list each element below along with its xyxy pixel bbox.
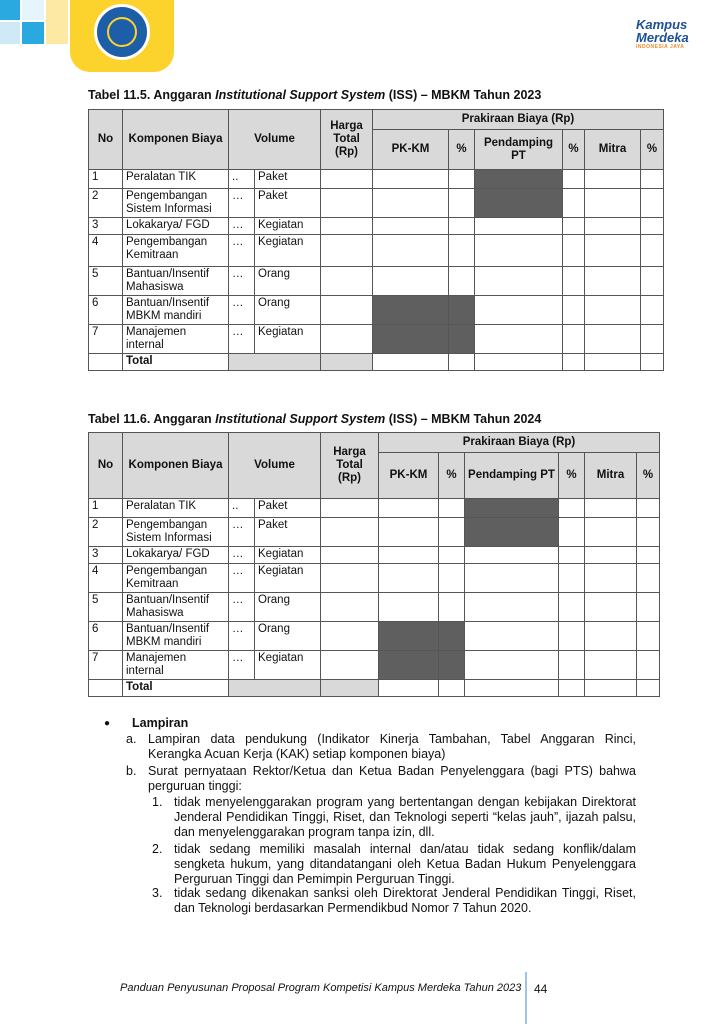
cell-pendamping-percent bbox=[559, 593, 585, 622]
cell-mitra bbox=[585, 593, 637, 622]
cell-harga bbox=[321, 296, 373, 325]
total-volume bbox=[229, 680, 321, 697]
cell-komponen: Bantuan/Insentif Mahasiswa bbox=[123, 593, 229, 622]
cell-pendamping bbox=[475, 170, 563, 189]
cell-unit: Orang bbox=[255, 622, 321, 651]
cell-pendamping bbox=[465, 547, 559, 564]
page-number: 44 bbox=[534, 982, 548, 996]
list-marker: 2. bbox=[152, 842, 163, 856]
lampiran-subitem: tidak menyelenggarakan program yang bertentangan dengan kebijakan Direktorat Jenderal Pendidikan Tinggi, Riset, dan Teknologi seperti “kelas jauh”, ijazah palsu, dan menyelenggarakan program tanpa izin, dll. bbox=[174, 795, 636, 839]
cell-qty: … bbox=[229, 593, 255, 622]
header-percent: % bbox=[449, 130, 475, 170]
cell-pkkm-percent bbox=[439, 518, 465, 547]
header-decoration bbox=[46, 0, 68, 44]
total-pkkm-percent bbox=[449, 354, 475, 371]
logo-line: Kampus bbox=[636, 17, 688, 32]
header-volume: Volume bbox=[229, 110, 321, 170]
cell-pendamping bbox=[475, 267, 563, 296]
cell-pendamping-percent bbox=[559, 518, 585, 547]
cell-mitra-percent bbox=[641, 170, 664, 189]
table2-caption: Tabel 11.6. Anggaran Institutional Support System (ISS) – MBKM Tahun 2024 bbox=[88, 412, 542, 426]
header-pkkm: PK-KM bbox=[373, 130, 449, 170]
cell-pendamping-percent bbox=[563, 218, 585, 235]
kampus-merdeka-logo bbox=[636, 18, 700, 52]
cell-mitra-percent bbox=[637, 518, 660, 547]
header-percent: % bbox=[641, 130, 664, 170]
cell-pkkm-percent bbox=[449, 325, 475, 354]
cell-pkkm bbox=[373, 235, 449, 267]
cell-qty: .. bbox=[229, 499, 255, 518]
cell-harga bbox=[321, 218, 373, 235]
header-percent: % bbox=[563, 130, 585, 170]
cell-no: 5 bbox=[89, 593, 123, 622]
total-pkkm bbox=[379, 680, 439, 697]
cell-harga bbox=[321, 518, 379, 547]
cell-pkkm bbox=[379, 499, 439, 518]
cell-unit: Kegiatan bbox=[255, 235, 321, 267]
cell-pendamping bbox=[475, 189, 563, 218]
cell-unit: Paket bbox=[255, 518, 321, 547]
cell-pendamping-percent bbox=[563, 170, 585, 189]
cell-pkkm bbox=[373, 267, 449, 296]
cell-harga bbox=[321, 267, 373, 296]
footer-divider bbox=[525, 972, 527, 1024]
cell-komponen: Peralatan TIK bbox=[123, 499, 229, 518]
cell-qty: … bbox=[229, 547, 255, 564]
cell-mitra bbox=[585, 564, 637, 593]
total-row bbox=[89, 354, 664, 371]
cell-pkkm-percent bbox=[439, 593, 465, 622]
table-row bbox=[89, 499, 660, 518]
cell-mitra bbox=[585, 651, 637, 680]
cell-mitra bbox=[585, 547, 637, 564]
cell-pendamping bbox=[475, 325, 563, 354]
cell-pendamping-percent bbox=[563, 296, 585, 325]
table-row bbox=[89, 518, 660, 547]
table-row bbox=[89, 296, 664, 325]
cell-mitra-percent bbox=[637, 547, 660, 564]
cell-no: 1 bbox=[89, 499, 123, 518]
table-row bbox=[89, 622, 660, 651]
total-mitra bbox=[585, 680, 637, 697]
cell-no: 4 bbox=[89, 235, 123, 267]
cell-harga bbox=[321, 235, 373, 267]
cell-pkkm-percent bbox=[449, 235, 475, 267]
cell-mitra bbox=[585, 622, 637, 651]
budget-table-2023 bbox=[88, 109, 664, 371]
header-percent: % bbox=[637, 453, 660, 499]
cell-pendamping bbox=[475, 235, 563, 267]
list-marker: 1. bbox=[152, 795, 163, 809]
cell-komponen: Bantuan/Insentif Mahasiswa bbox=[123, 267, 229, 296]
table-row bbox=[89, 593, 660, 622]
cell-mitra bbox=[585, 170, 641, 189]
table-row bbox=[89, 218, 664, 235]
total-mitra-percent bbox=[641, 354, 664, 371]
cell-komponen: Pengembangan Sistem Informasi bbox=[123, 518, 229, 547]
header-no: No bbox=[89, 433, 123, 499]
cell-qty: .. bbox=[229, 170, 255, 189]
table-row bbox=[89, 325, 664, 354]
cell-no: 4 bbox=[89, 564, 123, 593]
cell-komponen: Lokakarya/ FGD bbox=[123, 218, 229, 235]
cell-komponen: Bantuan/Insentif MBKM mandiri bbox=[123, 296, 229, 325]
cell-no: 7 bbox=[89, 651, 123, 680]
header-pendamping: Pendamping PT bbox=[465, 453, 559, 499]
total-mitra-percent bbox=[637, 680, 660, 697]
cell-unit: Kegiatan bbox=[255, 218, 321, 235]
header-prakiraan: Prakiraan Biaya (Rp) bbox=[379, 433, 660, 453]
table-row bbox=[89, 189, 664, 218]
header-percent: % bbox=[439, 453, 465, 499]
cell-pkkm-percent bbox=[439, 499, 465, 518]
table-row bbox=[89, 547, 660, 564]
list-marker: b. bbox=[126, 764, 137, 778]
table-row bbox=[89, 651, 660, 680]
cell-pkkm bbox=[373, 218, 449, 235]
cell-pkkm-percent bbox=[449, 296, 475, 325]
table1-caption: Tabel 11.5. Anggaran Institutional Support System (ISS) – MBKM Tahun 2023 bbox=[88, 88, 542, 102]
header-percent: % bbox=[559, 453, 585, 499]
cell-no: 6 bbox=[89, 622, 123, 651]
total-pendamping bbox=[465, 680, 559, 697]
cell-mitra-percent bbox=[641, 235, 664, 267]
cell-harga bbox=[321, 170, 373, 189]
cell-no: 2 bbox=[89, 189, 123, 218]
cell-mitra bbox=[585, 325, 641, 354]
cell-pkkm bbox=[379, 547, 439, 564]
kemdikbud-emblem-icon bbox=[94, 4, 150, 60]
cell-unit: Orang bbox=[255, 593, 321, 622]
total-volume bbox=[229, 354, 321, 371]
total-mitra bbox=[585, 354, 641, 371]
cell-unit: Paket bbox=[255, 499, 321, 518]
cell-pkkm-percent bbox=[439, 547, 465, 564]
cell-qty: … bbox=[229, 564, 255, 593]
total-pkkm bbox=[373, 354, 449, 371]
total-harga bbox=[321, 680, 379, 697]
cell-pkkm bbox=[379, 564, 439, 593]
cell-mitra bbox=[585, 189, 641, 218]
cell-komponen: Peralatan TIK bbox=[123, 170, 229, 189]
cell-pendamping bbox=[465, 518, 559, 547]
cell-pkkm bbox=[373, 296, 449, 325]
cell-harga bbox=[321, 547, 379, 564]
logo-tagline: INDONESIA JAYA bbox=[636, 44, 685, 50]
cell-harga bbox=[321, 564, 379, 593]
cell-komponen: Manajemen internal bbox=[123, 651, 229, 680]
cell-pkkm bbox=[373, 189, 449, 218]
cell-unit: Paket bbox=[255, 170, 321, 189]
cell-qty: … bbox=[229, 325, 255, 354]
cell-pendamping-percent bbox=[559, 564, 585, 593]
footer-text: Panduan Penyusunan Proposal Program Kompetisi Kampus Merdeka Tahun 2023 bbox=[120, 982, 522, 994]
cell-pendamping bbox=[465, 622, 559, 651]
total-pendamping-percent bbox=[559, 680, 585, 697]
cell-unit: Kegiatan bbox=[255, 651, 321, 680]
cell-pkkm bbox=[379, 518, 439, 547]
cell-harga bbox=[321, 593, 379, 622]
cell-mitra bbox=[585, 499, 637, 518]
total-harga bbox=[321, 354, 373, 371]
cell-no: 6 bbox=[89, 296, 123, 325]
cell-qty: … bbox=[229, 518, 255, 547]
cell-pkkm-percent bbox=[449, 218, 475, 235]
cell-pkkm-percent bbox=[439, 622, 465, 651]
cell-pkkm-percent bbox=[439, 651, 465, 680]
cell-pkkm bbox=[379, 651, 439, 680]
cell-pendamping-percent bbox=[563, 235, 585, 267]
header-komponen: Komponen Biaya bbox=[123, 110, 229, 170]
total-row bbox=[89, 680, 660, 697]
cell-mitra-percent bbox=[637, 622, 660, 651]
lampiran-subitem: tidak sedang memiliki masalah internal dan/atau tidak sedang konflik/dalam sengketa hukum, yang ditandatangani oleh Ketua Badan Hukum Penyelenggara Perguruan Tinggi dan Pemimpin Perguruan Tinggi. bbox=[174, 842, 636, 886]
header-mitra: Mitra bbox=[585, 130, 641, 170]
header-pendamping: Pendamping PT bbox=[475, 130, 563, 170]
cell-pkkm bbox=[379, 622, 439, 651]
cell-pkkm-percent bbox=[439, 564, 465, 593]
cell-harga bbox=[321, 499, 379, 518]
cell-pendamping bbox=[475, 218, 563, 235]
cell-no bbox=[89, 680, 123, 697]
lampiran-title: Lampiran bbox=[132, 716, 189, 730]
cell-mitra bbox=[585, 218, 641, 235]
header-harga: Harga Total (Rp) bbox=[321, 110, 373, 170]
cell-unit: Orang bbox=[255, 296, 321, 325]
cell-pendamping-percent bbox=[563, 189, 585, 218]
cell-no: 3 bbox=[89, 218, 123, 235]
table-row bbox=[89, 170, 664, 189]
cell-qty: … bbox=[229, 189, 255, 218]
header-decoration bbox=[0, 22, 20, 44]
cell-mitra-percent bbox=[641, 189, 664, 218]
cell-qty: … bbox=[229, 218, 255, 235]
lampiran-subitem: tidak sedang dikenakan sanksi oleh Direktorat Jenderal Pendidikan Tinggi, Riset, dan Teknologi berdasarkan Permendikbud Nomor 7 Tahun 2020. bbox=[174, 886, 636, 915]
cell-mitra bbox=[585, 267, 641, 296]
table-row bbox=[89, 267, 664, 296]
cell-no: 1 bbox=[89, 170, 123, 189]
cell-mitra-percent bbox=[637, 499, 660, 518]
header-pkkm: PK-KM bbox=[379, 453, 439, 499]
cell-pkkm-percent bbox=[449, 170, 475, 189]
cell-mitra bbox=[585, 518, 637, 547]
header-mitra: Mitra bbox=[585, 453, 637, 499]
cell-qty: … bbox=[229, 651, 255, 680]
cell-pkkm bbox=[373, 170, 449, 189]
cell-unit: Kegiatan bbox=[255, 564, 321, 593]
lampiran-item-b: Surat pernyataan Rektor/Ketua dan Ketua Badan Penyelenggara (bagi PTS) bahwa perguruan tinggi: bbox=[148, 764, 636, 793]
cell-mitra-percent bbox=[641, 267, 664, 296]
cell-no: 7 bbox=[89, 325, 123, 354]
cell-harga bbox=[321, 325, 373, 354]
cell-pendamping bbox=[465, 564, 559, 593]
cell-komponen: Pengembangan Kemitraan bbox=[123, 235, 229, 267]
cell-pendamping bbox=[475, 296, 563, 325]
cell-mitra-percent bbox=[641, 296, 664, 325]
cell-pendamping-percent bbox=[559, 651, 585, 680]
cell-no: 3 bbox=[89, 547, 123, 564]
header-volume: Volume bbox=[229, 433, 321, 499]
cell-pendamping-percent bbox=[563, 325, 585, 354]
cell-qty: … bbox=[229, 296, 255, 325]
cell-unit: Orang bbox=[255, 267, 321, 296]
cell-no bbox=[89, 354, 123, 371]
list-marker: a. bbox=[126, 732, 137, 746]
cell-pendamping bbox=[465, 651, 559, 680]
list-marker: 3. bbox=[152, 886, 163, 900]
cell-komponen: Manajemen internal bbox=[123, 325, 229, 354]
header-decoration bbox=[22, 22, 44, 44]
cell-harga bbox=[321, 622, 379, 651]
header-no: No bbox=[89, 110, 123, 170]
header-harga: Harga Total (Rp) bbox=[321, 433, 379, 499]
cell-pendamping-percent bbox=[563, 267, 585, 296]
cell-komponen: Lokakarya/ FGD bbox=[123, 547, 229, 564]
total-label: Total bbox=[123, 680, 229, 697]
cell-no: 2 bbox=[89, 518, 123, 547]
cell-unit: Kegiatan bbox=[255, 547, 321, 564]
header-decoration bbox=[22, 0, 44, 20]
total-label: Total bbox=[123, 354, 229, 371]
header-komponen: Komponen Biaya bbox=[123, 433, 229, 499]
cell-harga bbox=[321, 189, 373, 218]
cell-pendamping bbox=[465, 499, 559, 518]
total-pendamping-percent bbox=[563, 354, 585, 371]
cell-unit: Paket bbox=[255, 189, 321, 218]
cell-komponen: Pengembangan Sistem Informasi bbox=[123, 189, 229, 218]
cell-pendamping-percent bbox=[559, 499, 585, 518]
cell-qty: … bbox=[229, 622, 255, 651]
cell-pkkm-percent bbox=[449, 189, 475, 218]
cell-pendamping bbox=[465, 593, 559, 622]
logo-line: Merdeka bbox=[636, 30, 689, 45]
lampiran-item-a: Lampiran data pendukung (Indikator Kinerja Tambahan, Tabel Anggaran Rinci, Kerangka Acuan Kerja (KAK) setiap komponen biaya) bbox=[148, 732, 636, 761]
cell-qty: … bbox=[229, 235, 255, 267]
cell-pkkm bbox=[379, 593, 439, 622]
total-pkkm-percent bbox=[439, 680, 465, 697]
cell-pkkm-percent bbox=[449, 267, 475, 296]
cell-mitra bbox=[585, 235, 641, 267]
cell-komponen: Pengembangan Kemitraan bbox=[123, 564, 229, 593]
header-prakiraan: Prakiraan Biaya (Rp) bbox=[373, 110, 664, 130]
cell-qty: … bbox=[229, 267, 255, 296]
budget-table-2024 bbox=[88, 432, 660, 697]
cell-mitra-percent bbox=[641, 325, 664, 354]
cell-mitra-percent bbox=[641, 218, 664, 235]
cell-no: 5 bbox=[89, 267, 123, 296]
cell-unit: Kegiatan bbox=[255, 325, 321, 354]
cell-harga bbox=[321, 651, 379, 680]
table-row bbox=[89, 564, 660, 593]
header-decoration bbox=[0, 0, 20, 20]
cell-mitra bbox=[585, 296, 641, 325]
cell-pkkm bbox=[373, 325, 449, 354]
cell-komponen: Bantuan/Insentif MBKM mandiri bbox=[123, 622, 229, 651]
total-pendamping bbox=[475, 354, 563, 371]
cell-pendamping-percent bbox=[559, 622, 585, 651]
cell-mitra-percent bbox=[637, 593, 660, 622]
cell-pendamping-percent bbox=[559, 547, 585, 564]
bullet-icon: ● bbox=[104, 718, 111, 729]
table-row bbox=[89, 235, 664, 267]
cell-mitra-percent bbox=[637, 564, 660, 593]
cell-mitra-percent bbox=[637, 651, 660, 680]
